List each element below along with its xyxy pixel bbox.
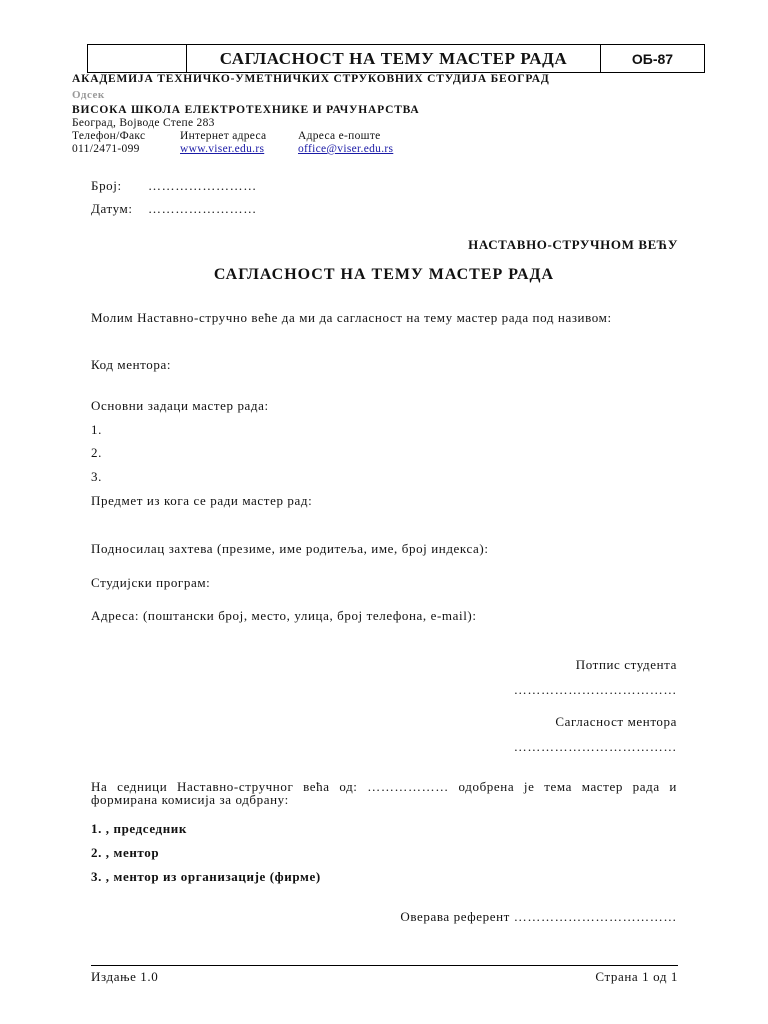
phone-label: Телефон/Факс <box>72 130 146 142</box>
number-label: Број: <box>91 178 122 193</box>
committee-member-2: 2. , ментор <box>91 845 160 860</box>
date-label: Датум: <box>91 201 133 216</box>
mentor-code-label: Код ментора: <box>91 357 172 372</box>
mentor-approval-line: ……………………………… <box>513 739 677 754</box>
email-link[interactable]: office@viser.edu.rs <box>298 143 394 155</box>
header-logo-cell <box>88 45 187 72</box>
date-field: …………………… <box>148 201 257 216</box>
tasks-label: Основни задаци мастер рада: <box>91 398 269 413</box>
student-signature-line: ……………………………… <box>513 682 677 697</box>
email-label: Адреса е-поште <box>298 130 381 142</box>
committee-member-3: 3. , ментор из организације (фирме) <box>91 869 321 884</box>
website-link[interactable]: www.viser.edu.rs <box>180 143 265 155</box>
document-title: САГЛАСНОСТ НА ТЕМУ МАСТЕР РАДА <box>213 266 555 283</box>
referent-verification: Оверава референт ……………………………… <box>400 909 677 924</box>
task-item-2: 2. <box>91 445 102 460</box>
school-name: ВИСОКА ШКОЛА ЕЛЕКТРОТЕХНИКЕ И РАЧУНАРСТВА <box>72 104 420 116</box>
web-label: Интернет адреса <box>180 130 267 142</box>
subject-label: Предмет из кога се ради мастер рад: <box>91 493 313 508</box>
task-item-1: 1. <box>91 422 102 437</box>
form-header-title: САГЛАСНОСТ НА ТЕМУ МАСТЕР РАДА <box>187 45 601 72</box>
address-label: Адреса: (поштански број, место, улица, број телефона, е-mail): <box>91 608 477 623</box>
recipient: НАСТАВНО-СТРУЧНОМ ВЕЋУ <box>468 237 678 252</box>
request-text: Молим Наставно-стручно веће да ми да сагласност на тему мастер рада под називом: <box>91 310 612 325</box>
edition-label: Издање 1.0 <box>91 969 159 984</box>
department-label: Одсек <box>72 89 105 101</box>
school-address: Београд, Војводе Степе 283 <box>72 117 215 129</box>
committee-member-1: 1. , председник <box>91 821 187 836</box>
student-signature-label: Потпис студента <box>575 657 677 672</box>
number-field: …………………… <box>148 178 257 193</box>
program-label: Студијски програм: <box>91 575 211 590</box>
footer-divider <box>91 965 678 966</box>
form-code: ОБ-87 <box>631 50 674 67</box>
academy-name: АКАДЕМИЈА ТЕХНИЧКО-УМЕТНИЧКИХ СТРУКОВНИХ СТУДИЈА БЕОГРАД <box>72 73 550 85</box>
task-item-3: 3. <box>91 469 102 484</box>
mentor-approval-label: Сагласност ментора <box>555 714 677 729</box>
phone-number: 011/2471-099 <box>72 143 140 155</box>
page-number: Страна 1 од 1 <box>595 969 678 984</box>
applicant-label: Подносилац захтева (презиме, име родитеља, име, број индекса): <box>91 541 489 556</box>
form-header-box <box>87 44 705 73</box>
council-text: На седници Наставно-стручног већа од: ……………… одобрена је тема мастер рада и формирана комисија за одбрану: <box>91 779 677 807</box>
